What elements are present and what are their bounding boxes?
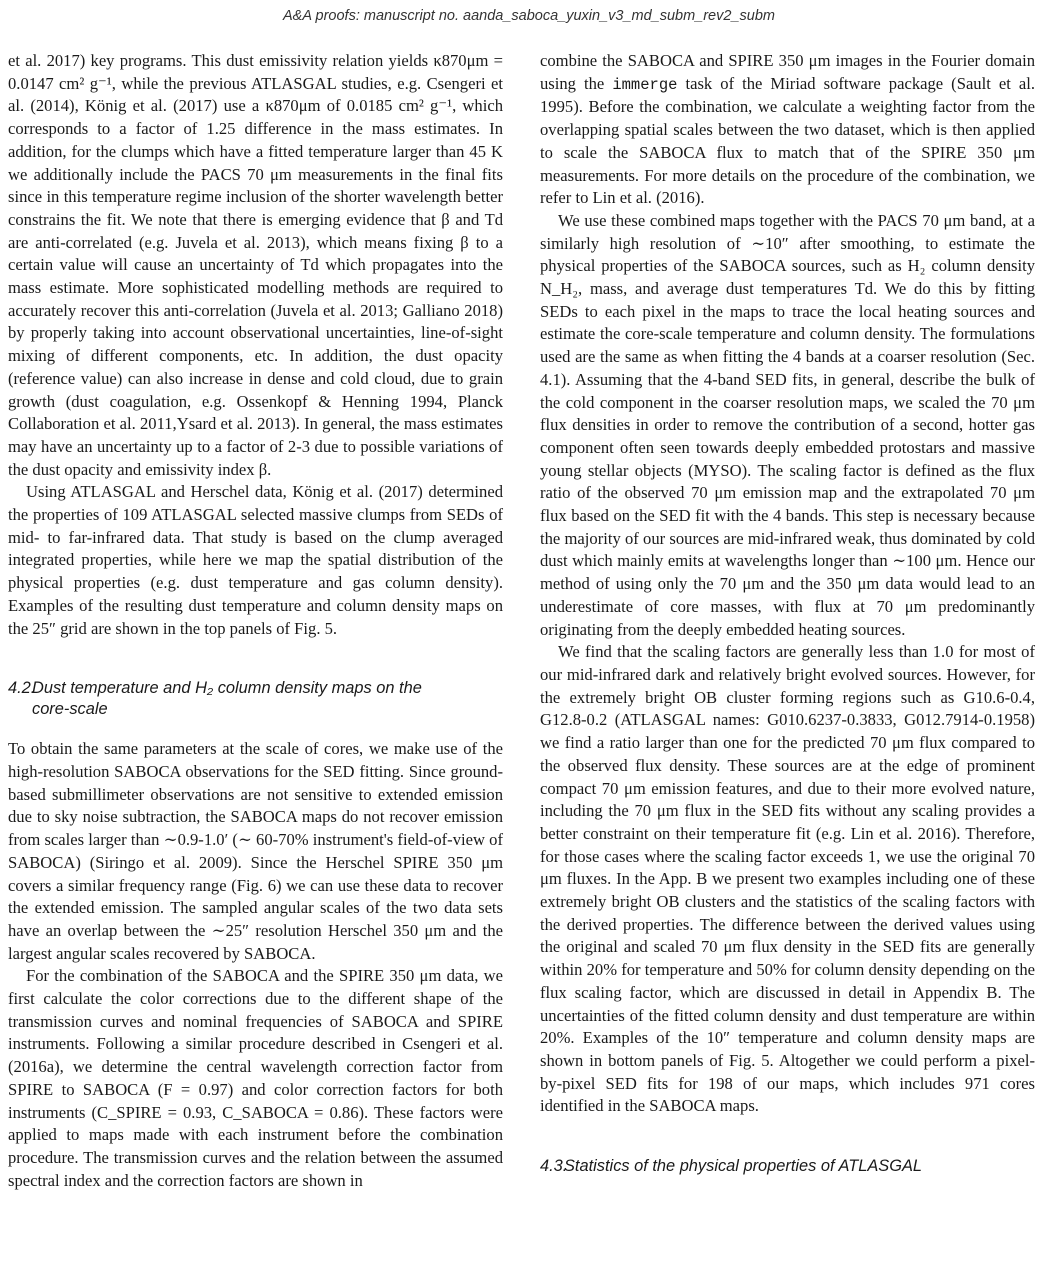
paragraph: [540, 50, 1035, 210]
paragraph-text: combine the SABOCA and SPIRE 350 μm images in the Fourier domain using the: [540, 51, 1035, 93]
section-number: 4.3.: [540, 1157, 568, 1176]
paragraph: We find that the scaling factors are generally less than 1.0 for most of our mid-infrared dark and relatively bright evolved sources. However, for the extremely bright OB cluster forming regions such as G10.6-0.4, G12.8-0.2 (ATLASGAL names: G010.6237-0.3833, G012.7914-0.1958) we find a ratio larger than one for the predicted 70 μm flux compared to the observed flux density. These sources are at the edge of prominent compact 70 μm emission features, and due to their more evolved nature, including the 70 μm flux in the SED fits without any scaling provides a better constraint on their temperature fit (e.g. Lin et al. 2016). Therefore, for those cases where the scaling factor exceeds 1, we use the original 70 μm fluxes. In the App. B we present two examples including one of these extremely bright OB clusters and the statistics of the scaling factors with the derived properties. The difference between the derived values using the original and scaled 70 μm flux density in the SED fits are generally within 20% for temperature and 50% for column density depending on the flux scaling factor, which are discussed in detail in Appendix B. The uncertainties of the fitted column density and dust temperature are within 20%. Examples of the 10″ temperature and column density maps are shown in bottom panels of Fig. 5. Altogether we could perform a pixel-by-pixel SED fits for 198 of our maps, which includes 971 cores identified in the SABOCA maps.: [540, 642, 1035, 1116]
paragraph: For the combination of the SABOCA and the SPIRE 350 μm data, we first calculate the color corrections due to the different shape of the transmission curves and nominal frequencies of SABOCA and SPIRE instruments. Following a similar procedure described in Csengeri et al. (2016a), we determine the central wavelength correction factor from SPIRE to SABOCA (F = 0.97) and color correction factors for both instruments (C_SPIRE = 0.93, C_SABOCA = 0.86). These factors were applied to maps made with each instrument before the combination procedure. The transmission curves and the relation between the assumed spectral index and the correction factors are shown in: [8, 966, 503, 1190]
section-heading-4-2: [8, 678, 503, 720]
section-title-line2: core-scale: [32, 700, 108, 719]
right-column: [540, 50, 1035, 1195]
paragraph: We use these combined maps together with the PACS 70 μm band, at a similarly high resolution of ∼10″ after smoothing, to estimate the physical properties of the SABOCA sources, such as H₂ column density N_H₂, mass, and average dust temperatures Td. We do this by fitting SEDs to each pixel in the maps to trace the local heating sources and estimate the core-scale temperature and column density. The formulations used are the same as when fitting the 4 bands at a coarser resolution (Sec. 4.1). Assuming that the 4-band SED fits, in general, describe the bulk of the cold component in the coarser resolution maps, we scaled the 70 μm flux densities in order to remove the contribution of a second, hotter gas component often seen towards deeply embedded protostars and massive young stellar objects (MYSO). The scaling factor is defined as the flux ratio of the observed 70 μm emission map and the extrapolated 70 μm flux based on the SED fit with the 4 bands. This step is necessary because the majority of our sources are mid-infrared weak, thus dominated by cold dust which mainly emits at wavelengths longer than ∼100 μm. Hence our method of using only the 70 μm and the 350 μm data would lead to an underestimate of core masses, with flux at 70 μm predominantly originating from the deeply embedded heating sources.: [540, 210, 1035, 639]
code-term: immerge: [612, 75, 678, 94]
section-title: Statistics of the physical properties of ATLASGAL: [564, 1157, 923, 1176]
left-column: [8, 50, 503, 1192]
section-heading-4-3: [540, 1156, 1035, 1177]
section-title-line1: Dust temperature and H₂ column density maps on the: [32, 679, 422, 698]
paragraph: et al. 2017) key programs. This dust emissivity relation yields κ870μm = 0.0147 cm² g⁻¹, while the previous ATLASGAL studies, e.g. Csengeri et al. (2014), König et al. (2017) use a κ870μm of 0.0185 cm² g⁻¹, which corresponds to a factor of 1.25 difference in the mass estimates. In addition, for the clumps which have a fitted temperature larger than 45 K we additionally include the PACS 70 μm measurements in the final fits since in this temperature regime inclusion of the shorter wavelength better constrains the fit. We note that there is emerging evidence that β and Td are anti-correlated (e.g. Juvela et al. 2013), which means fixing β to a certain value will cause an uncertainty of Td which propagates into the mass estimate. More sophisticated modelling methods are required to accurately recover this anti-correlation (Juvela et al. 2013; Galliano 2018) by properly taking into account observational uncertainties, line-of-sight mixing of different components, etc. In addition, the dust opacity (reference value) can also increase in dense and cold cloud, due to grain growth (dust coagulation, e.g. Ossenkopf & Henning 1994, Planck Collaboration et al. 2011,Ysard et al. 2013). In general, the mass estimates may have an uncertainty up to a factor of 2-3 due to possible variations of the dust opacity and emissivity index β.: [8, 51, 503, 479]
paragraph: Using ATLASGAL and Herschel data, König et al. (2017) determined the properties of 109 ATLASGAL selected massive clumps from SEDs of mid- to far-infrared data. That study is based on the clump averaged integrated properties, while here we map the spatial distribution of the physical properties (e.g. dust temperature and gas column density). Examples of the resulting dust temperature and column density maps on the 25″ grid are shown in the top panels of Fig. 5.: [8, 482, 503, 638]
paragraph-text: task of the Miriad software package (Sault et al. 1995). Before the combination, we calculate a weighting factor from the overlapping spatial scales between the two dataset, which is then applied to scale the SABOCA flux to match that of the SPIRE 350 μm measurements. For more details on the procedure of the combination, we refer to Lin et al. (2016).: [540, 73, 1035, 208]
section-number: 4.2.: [8, 679, 36, 698]
running-header: A&A proofs: manuscript no. aanda_saboca_yuxin_v3_md_subm_rev2_subm: [283, 8, 775, 24]
paragraph: To obtain the same parameters at the scale of cores, we make use of the high-resolution SABOCA observations for the SED fitting. Since ground-based submillimeter observations are not sensitive to extended emission due to sky noise subtraction, the SABOCA maps do not recover emission from scales larger than ∼0.9-1.0′ (∼ 60-70% instrument's field-of-view of SABOCA) (Siringo et al. 2009). Since the Herschel SPIRE 350 μm covers a similar frequency range (Fig. 6) we can use these data to recover the extended emission. The sampled angular scales of the two data sets have an overlap between the ∼25″ resolution Herschel 350 μm and the largest angular scales recovered by SABOCA.: [8, 739, 503, 963]
